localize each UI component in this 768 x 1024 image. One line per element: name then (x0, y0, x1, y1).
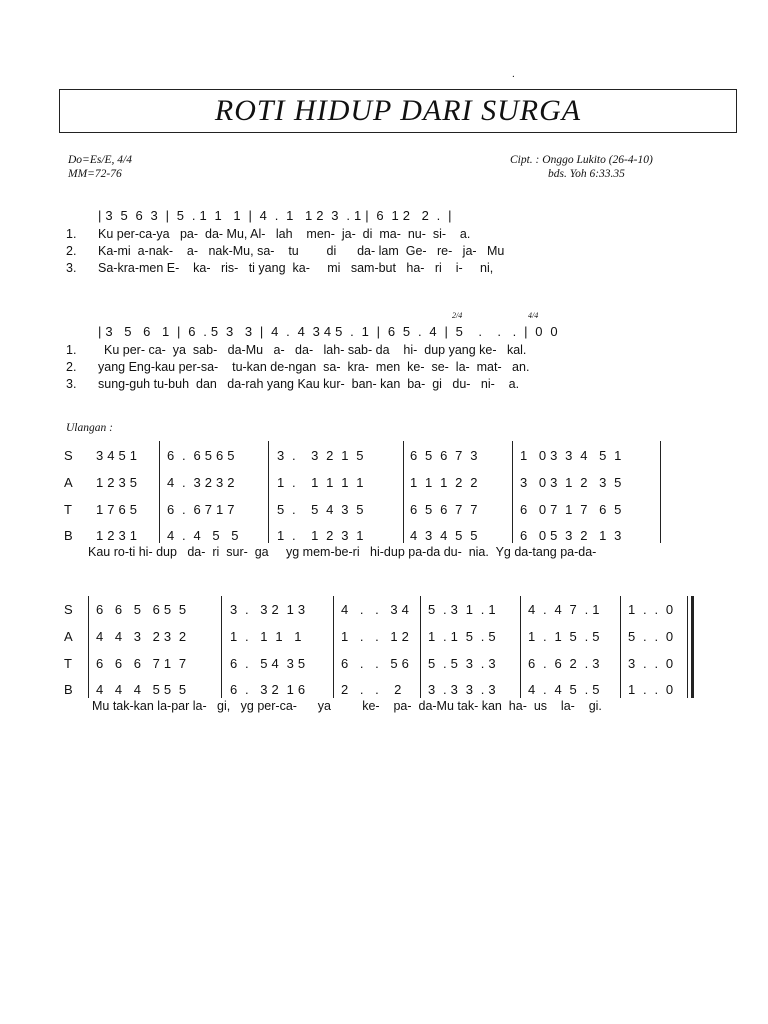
measure: 2 . . 2 (341, 682, 402, 697)
verse-1-lyrics: Ku per-ca-ya pa- da- Mu, Al- lah men- ja- di ma- nu- si- a. (98, 227, 471, 241)
verse-1-number: 1. (66, 227, 77, 241)
measure: 4 4 3 2 3 2 (96, 629, 187, 644)
melody-line-2: | 3 5 6 1 | 6 . 5 3 3 | 4 . 4 3 4 5 . 1 | 6 5 . 4 | 5 . . . | 0 0 (98, 324, 558, 339)
measure: 6 . 6 2 . 3 (528, 656, 600, 671)
measure: 6 . 3 2 1 6 (230, 682, 306, 697)
measure: 6 . 6 7 1 7 (167, 502, 235, 517)
barline (88, 596, 89, 698)
refrain-lyrics-2: Mu tak-kan la-par la- gi, yg per-ca- ya ke- pa- da-Mu tak- kan ha- us la- gi. (92, 699, 602, 713)
measure: 3 4 5 1 (96, 448, 138, 463)
measure: 1 . 1 5 . 5 (528, 629, 600, 644)
verse-3-lyrics: Sa-kra-men E- ka- ris- ti yang ka- mi sam-but ha- ri i- ni, (98, 261, 494, 275)
verse-3-number-b: 3. (66, 377, 77, 391)
measure: 6 0 5 3 2 1 3 (520, 528, 622, 543)
measure: 6 6 5 6 5 5 (96, 602, 187, 617)
measure: 6 5 6 7 7 (410, 502, 478, 517)
measure: 3 . . 0 (628, 656, 674, 671)
tempo-marking: MM=72-76 (68, 168, 122, 180)
meter-change-2-4: 2/4 (452, 311, 463, 320)
barline (520, 596, 521, 698)
page-mark: · (512, 72, 515, 83)
scripture-reference: bds. Yoh 6:33.35 (548, 168, 625, 180)
verse-2-number: 2. (66, 244, 77, 258)
measure: 3 . 3 2 1 5 (277, 448, 364, 463)
measure: 4 . 4 7 . 1 (528, 602, 600, 617)
measure: 6 6 6 7 1 7 (96, 656, 187, 671)
measure: 3 0 3 1 2 3 5 (520, 475, 622, 490)
measure: 1 . 1 1 1 1 (277, 475, 364, 490)
verse-1-lyrics-b: Ku per- ca- ya sab- da-Mu a- da- lah- sab- da hi- dup yang ke- kal. (104, 343, 527, 357)
voice-label-soprano: S (64, 448, 73, 463)
measure: 1 2 3 1 (96, 528, 138, 543)
measure: 4 3 4 5 5 (410, 528, 478, 543)
measure: 5 . 5 4 3 5 (277, 502, 364, 517)
voice-label-soprano: S (64, 602, 73, 617)
measure: 1 . 1 1 1 (230, 629, 302, 644)
measure: 5 . 5 3 . 3 (428, 656, 496, 671)
measure: 5 . 3 1 . 1 (428, 602, 496, 617)
verse-2-lyrics: Ka-mi a-nak- a- nak-Mu, sa- tu di da- lam Ge- re- ja- Mu (98, 244, 505, 258)
barline (333, 596, 334, 698)
measure: 1 0 3 3 4 5 1 (520, 448, 622, 463)
measure: 1 . 1 2 3 1 (277, 528, 364, 543)
measure: 1 2 3 5 (96, 475, 138, 490)
barline (159, 441, 160, 543)
melody-line-1: | 3 5 6 3 | 5 . 1 1 1 | 4 . 1 1 2 3 . 1 | 6 1 2 2 . | (98, 208, 452, 223)
verse-2-lyrics-b: yang Eng-kau per-sa- tu-kan de-ngan sa- kra- men ke- se- la- mat- an. (98, 360, 530, 374)
voice-label-bass: B (64, 682, 73, 697)
refrain-lyrics-1: Kau ro-ti hi- dup da- ri sur- ga yg mem-be-ri hi-dup pa-da du- nia. Yg da-tang pa-da- (88, 545, 597, 559)
song-title: ROTI HIDUP DARI SURGA (214, 94, 582, 127)
measure: 4 . . 3 4 (341, 602, 410, 617)
measure: 4 . 4 5 5 (167, 528, 239, 543)
barline (512, 441, 513, 543)
refrain-label: Ulangan : (66, 422, 113, 434)
barline (221, 596, 222, 698)
final-barline-thick (691, 596, 694, 698)
measure: 1 . 1 5 . 5 (428, 629, 496, 644)
measure: 6 . 5 4 3 5 (230, 656, 306, 671)
measure: 4 4 4 5 5 5 (96, 682, 187, 697)
measure: 3 . 3 2 1 3 (230, 602, 306, 617)
final-barline-thin (687, 596, 688, 698)
measure: 6 . . 5 6 (341, 656, 410, 671)
barline (420, 596, 421, 698)
measure: 1 7 6 5 (96, 502, 138, 517)
voice-label-alto: A (64, 475, 73, 490)
measure: 4 . 3 2 3 2 (167, 475, 235, 490)
measure: 1 . . 0 (628, 602, 674, 617)
voice-label-alto: A (64, 629, 73, 644)
measure: 3 . 3 3 . 3 (428, 682, 496, 697)
key-signature: Do=Es/E, 4/4 (68, 154, 132, 166)
barline (660, 441, 661, 543)
measure: 6 5 6 7 3 (410, 448, 478, 463)
measure: 5 . . 0 (628, 629, 674, 644)
barline (620, 596, 621, 698)
title-box (59, 89, 737, 133)
voice-label-bass: B (64, 528, 73, 543)
measure: 1 . . 1 2 (341, 629, 410, 644)
measure: 6 . 6 5 6 5 (167, 448, 235, 463)
measure: 1 1 1 2 2 (410, 475, 478, 490)
voice-label-tenor: T (64, 502, 72, 517)
barline (403, 441, 404, 543)
verse-3-number: 3. (66, 261, 77, 275)
voice-label-tenor: T (64, 656, 72, 671)
verse-3-lyrics-b: sung-guh tu-buh dan da-rah yang Kau kur- ban- kan ba- gi du- ni- a. (98, 377, 520, 391)
measure: 4 . 4 5 . 5 (528, 682, 600, 697)
meter-change-4-4: 4/4 (528, 311, 539, 320)
verse-1-number-b: 1. (66, 343, 77, 357)
verse-2-number-b: 2. (66, 360, 77, 374)
barline (268, 441, 269, 543)
measure: 6 0 7 1 7 6 5 (520, 502, 622, 517)
composer-credit: Cipt. : Onggo Lukito (26-4-10) (510, 154, 653, 166)
measure: 1 . . 0 (628, 682, 674, 697)
